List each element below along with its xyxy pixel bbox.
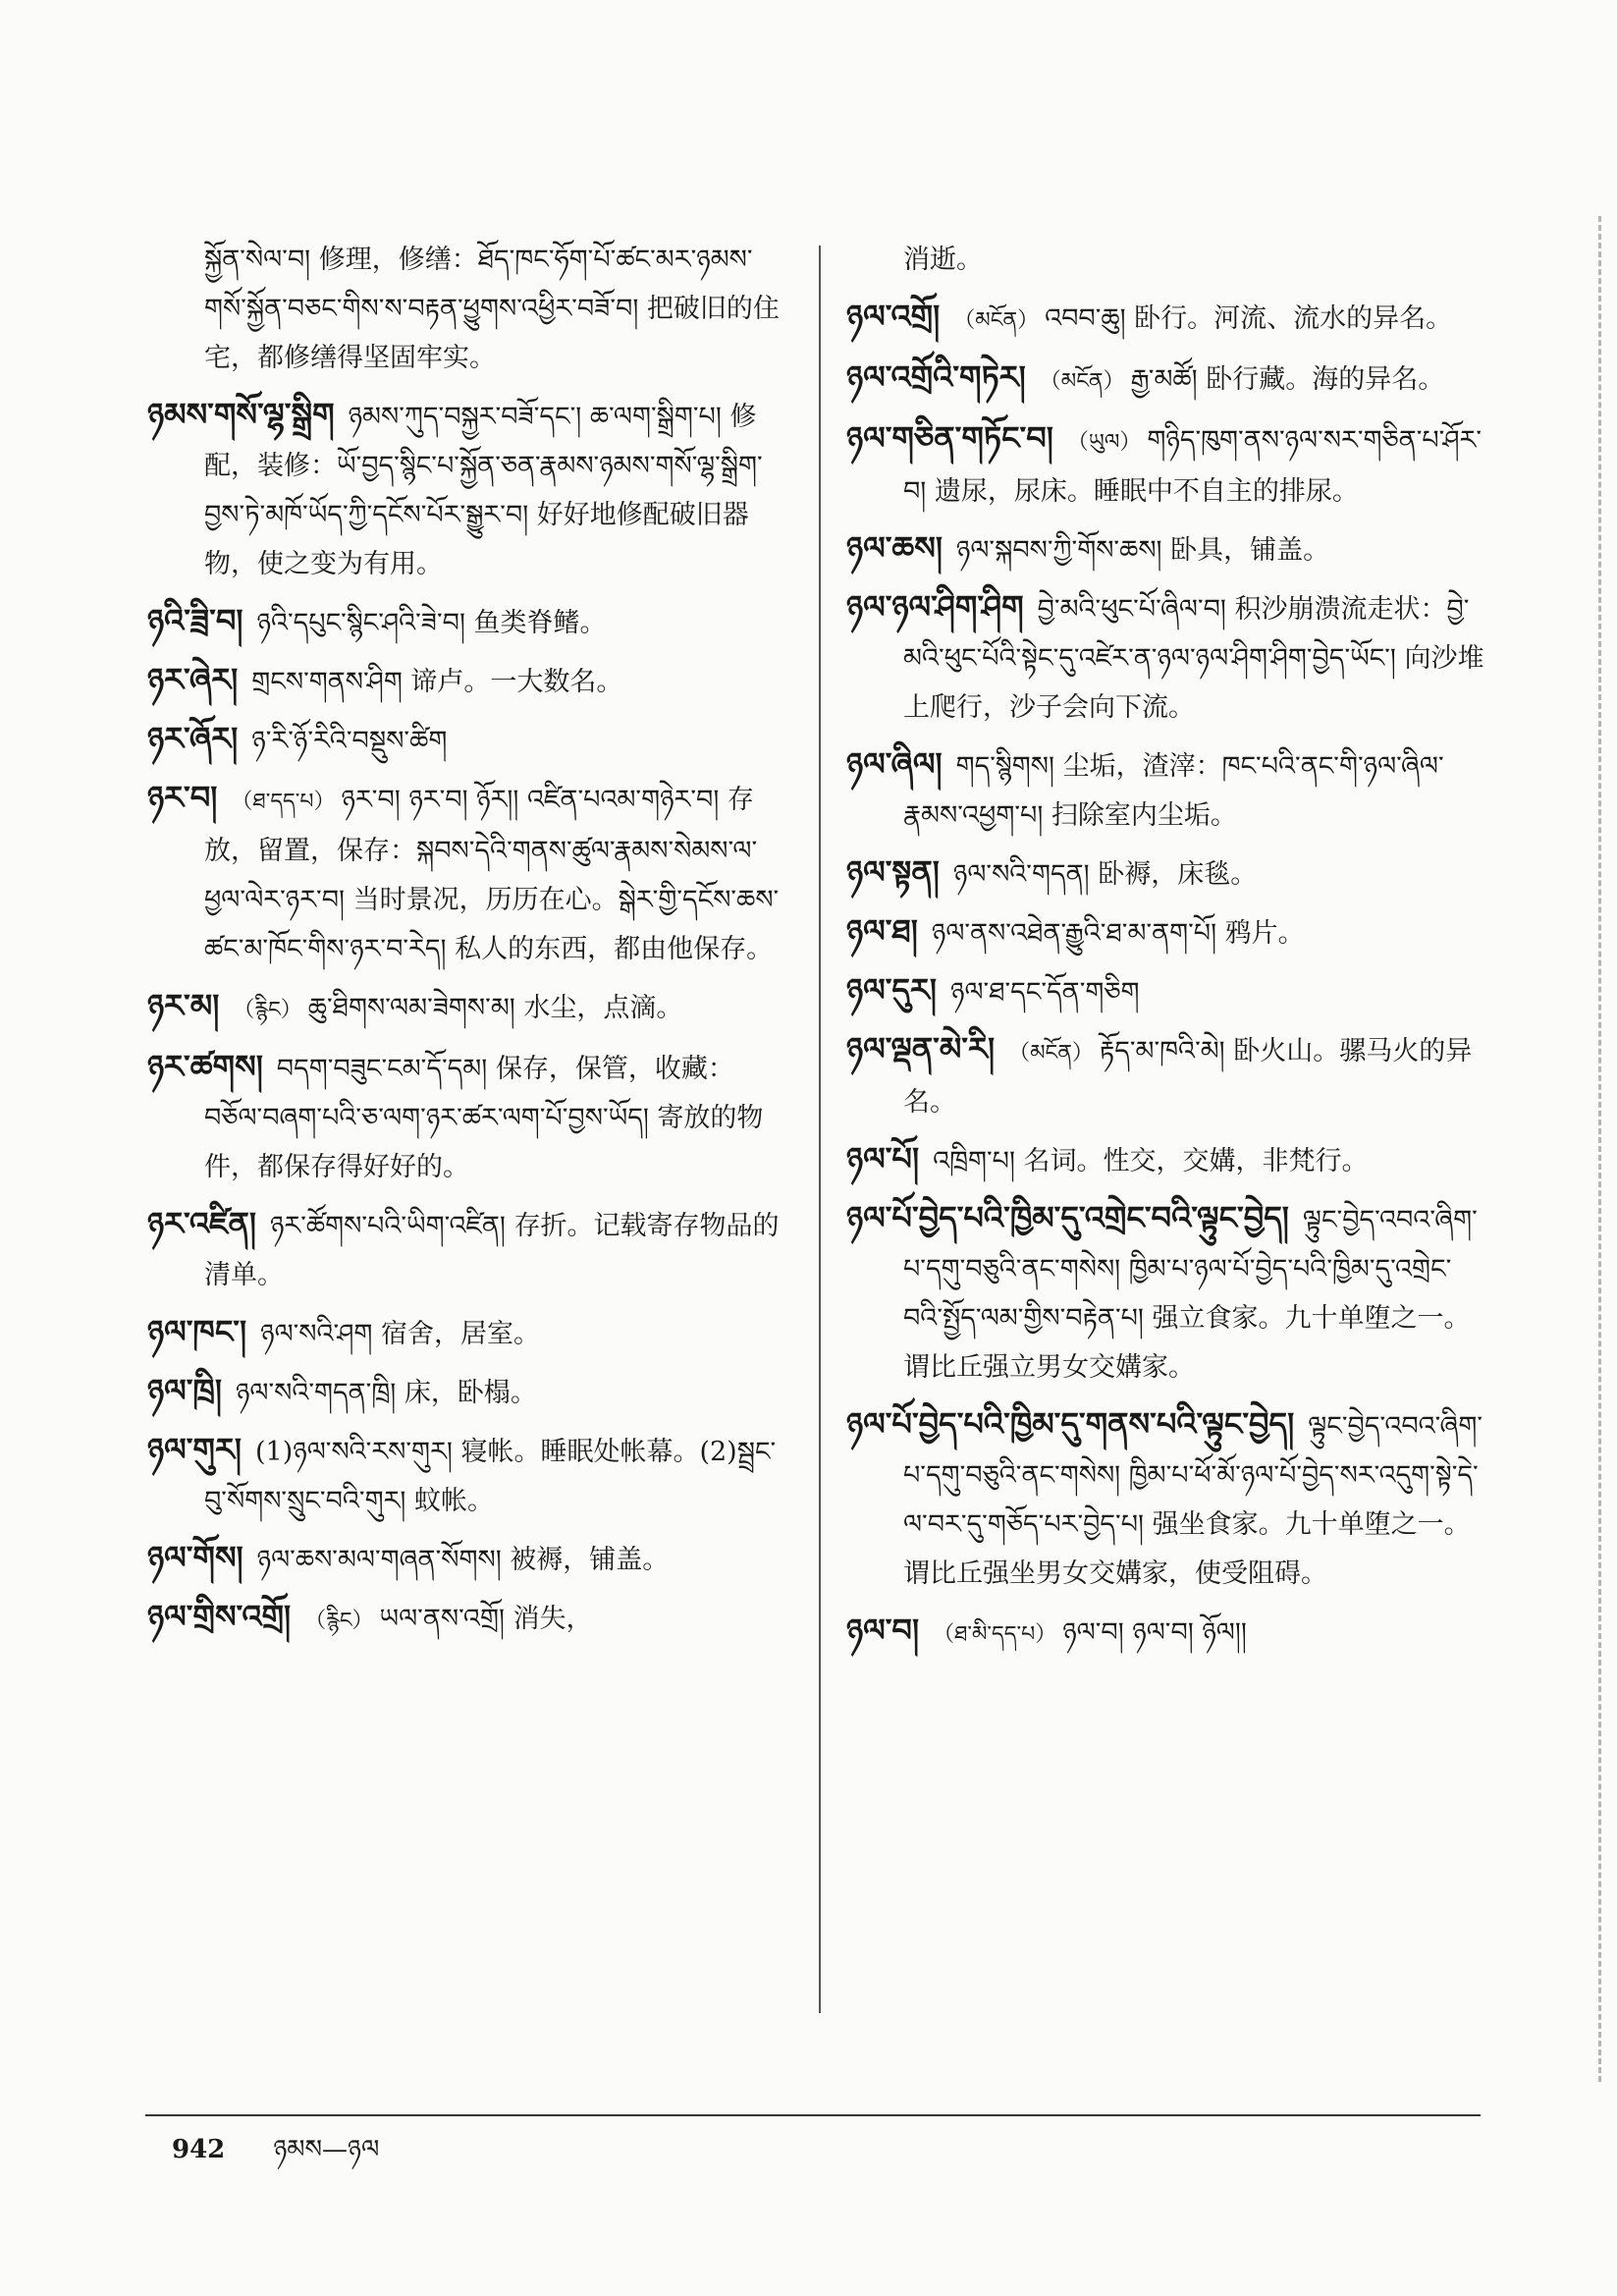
headword: ཉར་ཞོར། bbox=[147, 720, 239, 757]
footer-rule bbox=[145, 2114, 1481, 2116]
headword: ཉལ་པོ་བྱེད་པའི་ཁྱིམ་དུ་འགྲེང་བའི་ལྟུང་བྱེད། bbox=[846, 1199, 1289, 1236]
definition: ཉལ་ནས་འཐེན་རྒྱུའི་ཐ་མ་ནག་པོ། 鸦片。 bbox=[931, 918, 1305, 949]
definition: ལྟུང་བྱེད་འབའ་ཞིག་པ་དགུ་བཅུའི་ནང་གསེས། ཁྱིམ་པ་ཕོ་མོ་ཉལ་པོ་བྱེད་སར་འདུག་སྟེ་དེ་ལ་བར་དུ་གཅོད་པར་བྱེད་པ། 强坐食家。九十单堕之一。谓比丘强坐男女交媾家，使受阻碍。 bbox=[903, 1411, 1483, 1589]
headword: ཉར་ཞེར། bbox=[147, 661, 239, 698]
dictionary-entry bbox=[147, 596, 785, 648]
dictionary-entry bbox=[846, 523, 1484, 575]
headword: ཉལ་ཁང་། bbox=[147, 1313, 247, 1350]
definition: འཁྲིག་པ། 名词。性交，交媾，非梵行。 bbox=[933, 1146, 1369, 1176]
right-column bbox=[846, 236, 1484, 1667]
usage-note: （རྙིང） bbox=[304, 1609, 374, 1633]
dictionary-entry bbox=[846, 1024, 1484, 1127]
definition: ཉར་ཚོགས་པའི་ཡིག་འཛིན། 存折。记载寄存物品的清单。 bbox=[204, 1211, 780, 1290]
page-footer bbox=[172, 2121, 379, 2193]
definition: ཉལ་ཐ་དང་དོན་གཅིག bbox=[950, 977, 1140, 1008]
dictionary-entry bbox=[846, 582, 1484, 733]
dictionary-entry bbox=[147, 981, 785, 1035]
dictionary-entry bbox=[846, 413, 1484, 517]
definition: སྐྱོན་སེལ་བ། 修理，修缮：ཐོད་ཁང་ཧོག་པོ་ཚང་མར་ཉམས་གསོ་སྐྱོན་བཅང་གིས་ས་བརྟན་ཕྱུགས་འཕྱིར་བཟོ་བ། 把破旧的住宅，都修缮得坚固牢实。 bbox=[204, 245, 780, 373]
definition: འབབ་ཆུ། 卧行。河流、流水的异名。 bbox=[1045, 303, 1453, 334]
definition: ཉའི་དཔུང་སྙིང་ཤའི་ཟེ་བ། 鱼类脊鳍。 bbox=[256, 608, 607, 638]
definition: ཉལ་བ། ཉལ་བ། ཉོལ།། bbox=[1062, 1617, 1247, 1648]
definition: གཉིད་ཁུག་ནས་ཉལ་སར་གཅིན་པ་ཤོར་བ། 遗尿，尿床。睡眠中不自主的排尿。 bbox=[903, 425, 1482, 507]
scan-edge-marks bbox=[1590, 216, 1601, 2082]
definition: རྒྱ་མཚོ། 卧行藏。海的异名。 bbox=[1130, 364, 1445, 395]
headword: ཉའི་ཟྲི་བ། bbox=[147, 602, 243, 639]
headword: ཉལ་ཁྲི། bbox=[147, 1372, 222, 1409]
dictionary-entry bbox=[846, 847, 1484, 900]
headword: ཉལ་གྲིས་འགྲོ། bbox=[147, 1598, 292, 1635]
dictionary-entry bbox=[147, 1425, 785, 1526]
definition: རྟོད་མ་ཁའི་མེ། 卧火山。骡马火的异名。 bbox=[903, 1036, 1473, 1118]
headword: ཉམས་གསོ་ལྷ་སྒྲིག bbox=[147, 396, 335, 433]
headword-range: ཉམས—ཉལ bbox=[273, 2135, 380, 2164]
definition: ཉམས་ཀུད་བསྐྱར་བཟོ་དང་། ཆ་ལག་སྒྲིག་པ། 修配，装修：ཡོ་བྱད་སྙིང་པ་སྐྱོན་ཅན་རྣམས་ཉམས་གསོ་ལྷ་སྒྲིག་བྱས་ཏེ་མཁོ་ཡོད་ཀྱི་དངོས་པོར་སྒྱུར་བ། 好好地修配破旧器物，使之变为有用。 bbox=[204, 402, 763, 579]
dictionary-entry bbox=[846, 739, 1484, 841]
definition: ཉལ་སའི་ཤག 宿舍，居室。 bbox=[260, 1319, 540, 1349]
dictionary-entry bbox=[147, 236, 785, 383]
definition: (1)ཉལ་སའི་རས་གུར། 寝帐。睡眠处帐幕。(2)སྦྲང་བུ་སོགས་སྲུང་བའི་གུར། 蚊帐。 bbox=[204, 1437, 777, 1516]
dictionary-entry bbox=[846, 965, 1484, 1017]
column-divider bbox=[819, 246, 821, 2013]
dictionary-entry bbox=[147, 1592, 785, 1646]
definition: གྲངས་གནས་ཤིག 谛卢。一大数名。 bbox=[251, 667, 623, 697]
definition: ཉལ་ཆས་མལ་གཞན་སོགས། 被褥，铺盖。 bbox=[256, 1545, 670, 1575]
usage-note: （ཐ་དད་པ） bbox=[231, 790, 336, 814]
dictionary-entry bbox=[846, 353, 1484, 407]
definition: ཆུ་ཐིགས་ལམ་ཟེགས་མ། 水尘，点滴。 bbox=[307, 993, 683, 1023]
dictionary-entry bbox=[147, 1199, 785, 1300]
headword: ཉལ་སྟན། bbox=[846, 853, 940, 891]
dictionary-entry bbox=[846, 906, 1484, 958]
headword: ཉལ་གོས། bbox=[147, 1539, 243, 1576]
headword: ཉར་མ། bbox=[147, 987, 220, 1024]
definition: ཉལ་སའི་གདན། 卧褥，床毯。 bbox=[952, 859, 1258, 890]
usage-note: （ཐ་མི་དད་པ） bbox=[933, 1622, 1057, 1647]
usage-note: （རྙིང） bbox=[233, 998, 302, 1022]
headword: ཉལ་གུར། bbox=[147, 1431, 243, 1468]
headword: ཉལ་དུར། bbox=[846, 971, 938, 1009]
dictionary-entry bbox=[147, 390, 785, 589]
headword: ཉལ་ཉལ་ཤིག་ཤིག bbox=[846, 588, 1024, 626]
usage-note: （མངོན） bbox=[953, 308, 1040, 333]
dictionary-entry bbox=[147, 1533, 785, 1585]
headword: ཉལ་པོ་བྱེད་པའི་ཁྱིམ་དུ་གནས་པའི་ལྟུང་བྱེད། bbox=[846, 1405, 1295, 1443]
dictionary-entry bbox=[147, 1307, 785, 1359]
dictionary-entry bbox=[846, 1606, 1484, 1660]
headword: ཉར་བ། bbox=[147, 779, 218, 816]
headword: ཉལ་བ། bbox=[846, 1612, 920, 1649]
dictionary-entry bbox=[846, 1134, 1484, 1186]
usage-note: （ཡུལ） bbox=[1066, 430, 1142, 455]
dictionary-entry bbox=[846, 1193, 1484, 1393]
dictionary-entry bbox=[846, 292, 1484, 346]
definition: བྱེ་མའི་ཕུང་པོ་ཞིལ་བ། 积沙崩溃流走状：བྱེ་མའི་ཕུང་པོའི་སྟེང་དུ་འཛེར་ན་ཉལ་ཉལ་ཤིག་ཤིག་བྱེད་ཡོང་། 向沙堆上爬行，沙子会向下流。 bbox=[903, 594, 1484, 723]
dictionary-entry bbox=[147, 1366, 785, 1418]
usage-note: （མངོན） bbox=[1008, 1041, 1094, 1066]
definition: བདག་བཟུང་ངམ་དོ་དམ། 保存，保管，收藏：བཅོལ་བཞག་པའི་ཅ་ལག་ཉར་ཚར་ལག་པོ་བྱས་ཡོད། 寄放的物件，都保存得好好的。 bbox=[204, 1054, 764, 1182]
dictionary-entry bbox=[846, 236, 1484, 285]
left-column bbox=[147, 236, 785, 1653]
definition: ལྟུང་བྱེད་འབའ་ཞིག་པ་དགུ་བཅུའི་ནང་གསེས། ཁྱིམ་པ་ཉལ་པོ་བྱེད་པའི་ཁྱིམ་དུ་འགྲེང་བའི་སྤྱོད་ལམ་གྱིས་བརྟེན་པ། 强立食家。九十单堕之一。谓比丘强立男女交媾家。 bbox=[903, 1205, 1478, 1383]
usage-note: （མངོན） bbox=[1039, 369, 1125, 394]
dictionary-entry bbox=[147, 1042, 785, 1192]
headword: ཉལ་གཅིན་གཏོང་བ། bbox=[846, 419, 1053, 457]
headword: ཉལ་ཞིལ། bbox=[846, 745, 943, 783]
headword: ཉར་འཛིན། bbox=[147, 1205, 256, 1242]
definition: 消逝。 bbox=[903, 245, 983, 275]
headword: ཉར་ཚགས། bbox=[147, 1048, 263, 1085]
dictionary-entry bbox=[147, 714, 785, 766]
definition: ཉལ་སྐབས་ཀྱི་གོས་ཆས། 卧具，铺盖。 bbox=[955, 535, 1330, 566]
headword: ཉལ་འགྲོ། bbox=[846, 298, 941, 335]
page-number: 942 bbox=[172, 2135, 226, 2164]
dictionary-entry bbox=[147, 655, 785, 707]
definition: གད་སྙིགས། 尘垢，渣滓：ཁང་པའི་ནང་གི་ཉལ་ཞིལ་རྣམས་འཕྱག་པ། 扫除室内尘垢。 bbox=[903, 751, 1444, 831]
headword: ཉལ་ཐ། bbox=[846, 912, 918, 950]
headword: ཉལ་པོ། bbox=[846, 1140, 920, 1177]
definition: ཉར་བ། ཉར་བ། ཉོར།། འཛིན་པའམ་གཉེར་བ། 存放，留置，保存：སྐབས་དེའི་གནས་ཚུལ་རྣམས་སེམས་ལ་ཕྱལ་ལེར་ཉར་བ། 当时景况，历历在心。སྒེར་གྱི་དངོས་ཆས་ཚང་མ་ཁོང་གིས་ཉར་བ་རེད། 私人的东西，都由他保存。 bbox=[204, 785, 780, 964]
headword: ཉལ་འགྲོའི་གཏེར། bbox=[846, 358, 1026, 396]
headword: ཉལ་ལྡན་མེ་རི། bbox=[846, 1030, 996, 1067]
definition: ཡལ་ནས་འགྲོ། 消失， bbox=[379, 1604, 593, 1634]
dictionary-entry bbox=[846, 1399, 1484, 1599]
dictionary-entry bbox=[147, 773, 785, 974]
headword: ཉལ་ཆས། bbox=[846, 529, 943, 567]
definition: ཉ་རི་ཉོ་རིའི་བསྡུས་ཚིག bbox=[251, 726, 448, 756]
definition: ཉལ་སའི་གདན་ཁྲི། 床，卧榻。 bbox=[235, 1378, 537, 1408]
